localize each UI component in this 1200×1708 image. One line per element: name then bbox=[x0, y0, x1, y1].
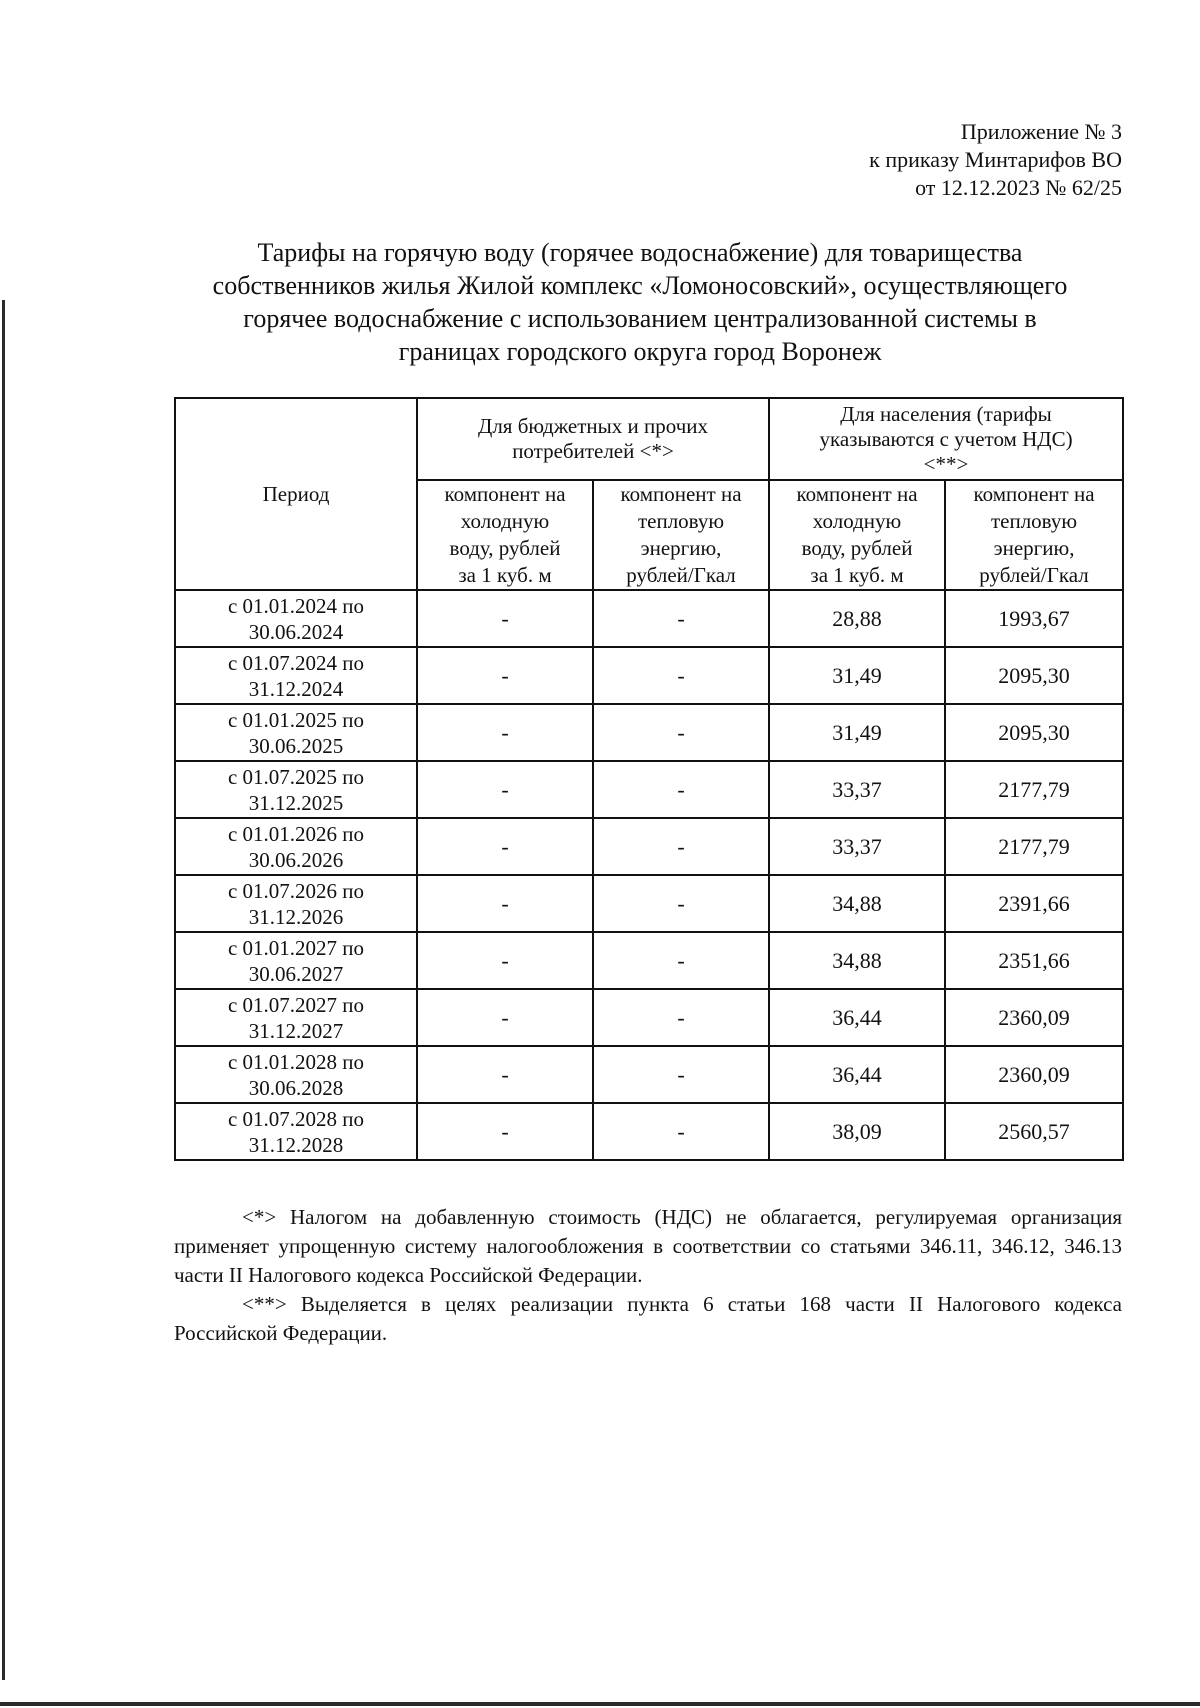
population-cold-cell: 38,09 bbox=[769, 1103, 945, 1160]
period-cell: с 01.01.2027 по 30.06.2027 bbox=[175, 932, 417, 989]
annex-reference bbox=[869, 118, 1122, 202]
population-heat-cell: 1993,67 bbox=[945, 590, 1123, 647]
period-cell: с 01.01.2028 по 30.06.2028 bbox=[175, 1046, 417, 1103]
footnote-vat-exempt: <*> Налогом на добавленную стоимость (НДС) не облагается, регулируемая организация применяет упрощенную систему налогообложения в соответствии со статьями 346.11, 346.12, 346.13 части II Налогового кодекса Российской Федерации. bbox=[174, 1205, 1122, 1287]
footnote-vat-allocated: <**> Выделяется в целях реализации пункта 6 статьи 168 части II Налогового кодекса Российской Федерации. bbox=[174, 1292, 1122, 1345]
budget-cold-cell: - bbox=[417, 704, 593, 761]
budget-cold-cell: - bbox=[417, 1103, 593, 1160]
budget-heat-cell: - bbox=[593, 590, 769, 647]
population-cold-cell: 33,37 bbox=[769, 761, 945, 818]
table-row bbox=[175, 1046, 1123, 1103]
budget-cold-cell: - bbox=[417, 761, 593, 818]
population-heat-cell: 2560,57 bbox=[945, 1103, 1123, 1160]
budget-cold-header: компонент на холодную воду, рублей за 1 куб. м bbox=[417, 480, 593, 590]
scan-edge-left bbox=[2, 300, 5, 1680]
population-cold-cell: 34,88 bbox=[769, 875, 945, 932]
period-cell: с 01.07.2025 по 31.12.2025 bbox=[175, 761, 417, 818]
population-heat-cell: 2177,79 bbox=[945, 761, 1123, 818]
period-cell: с 01.07.2027 по 31.12.2027 bbox=[175, 989, 417, 1046]
population-cold-cell: 31,49 bbox=[769, 647, 945, 704]
table-row bbox=[175, 590, 1123, 647]
annex-line: к приказу Минтарифов ВО bbox=[869, 147, 1122, 172]
population-heat-cell: 2360,09 bbox=[945, 989, 1123, 1046]
table-row bbox=[175, 1103, 1123, 1160]
budget-heat-cell: - bbox=[593, 761, 769, 818]
population-cold-header: компонент на холодную воду, рублей за 1 куб. м bbox=[769, 480, 945, 590]
population-cold-cell: 36,44 bbox=[769, 989, 945, 1046]
period-cell: с 01.07.2024 по 31.12.2024 bbox=[175, 647, 417, 704]
population-heat-cell: 2351,66 bbox=[945, 932, 1123, 989]
title-line: границах городского округа город Воронеж bbox=[398, 337, 882, 366]
budget-group-header: Для бюджетных и прочих потребителей <*> bbox=[417, 398, 769, 480]
budget-heat-cell: - bbox=[593, 1103, 769, 1160]
annex-line: Приложение № 3 bbox=[960, 119, 1122, 144]
population-heat-header: компонент на тепловую энергию, рублей/Гкал bbox=[945, 480, 1123, 590]
population-heat-cell: 2391,66 bbox=[945, 875, 1123, 932]
budget-cold-cell: - bbox=[417, 932, 593, 989]
population-heat-cell: 2095,30 bbox=[945, 647, 1123, 704]
budget-heat-cell: - bbox=[593, 875, 769, 932]
tariff-table bbox=[174, 397, 1124, 1161]
period-cell: с 01.07.2028 по 31.12.2028 bbox=[175, 1103, 417, 1160]
population-heat-cell: 2360,09 bbox=[945, 1046, 1123, 1103]
budget-heat-cell: - bbox=[593, 989, 769, 1046]
table-row bbox=[175, 647, 1123, 704]
budget-heat-cell: - bbox=[593, 818, 769, 875]
budget-cold-cell: - bbox=[417, 818, 593, 875]
population-heat-cell: 2177,79 bbox=[945, 818, 1123, 875]
table-row bbox=[175, 704, 1123, 761]
period-cell: с 01.01.2025 по 30.06.2025 bbox=[175, 704, 417, 761]
population-cold-cell: 36,44 bbox=[769, 1046, 945, 1103]
title-line: Тарифы на горячую воду (горячее водоснабжение) для товарищества bbox=[257, 238, 1023, 267]
table-row bbox=[175, 818, 1123, 875]
title-line: собственников жилья Жилой комплекс «Ломоносовский», осуществляющего bbox=[212, 271, 1068, 300]
table-row bbox=[175, 932, 1123, 989]
budget-heat-cell: - bbox=[593, 704, 769, 761]
budget-cold-cell: - bbox=[417, 647, 593, 704]
budget-cold-cell: - bbox=[417, 989, 593, 1046]
table-row bbox=[175, 761, 1123, 818]
period-cell: с 01.01.2026 по 30.06.2026 bbox=[175, 818, 417, 875]
population-group-header: Для населения (тарифы указываются с учетом НДС) <**> bbox=[769, 398, 1123, 480]
budget-heat-header: компонент на тепловую энергию, рублей/Гкал bbox=[593, 480, 769, 590]
population-cold-cell: 28,88 bbox=[769, 590, 945, 647]
document-title bbox=[160, 236, 1120, 368]
table-row bbox=[175, 989, 1123, 1046]
population-cold-cell: 34,88 bbox=[769, 932, 945, 989]
scan-edge-bottom bbox=[0, 1702, 1200, 1706]
budget-cold-cell: - bbox=[417, 590, 593, 647]
budget-cold-cell: - bbox=[417, 875, 593, 932]
population-heat-cell: 2095,30 bbox=[945, 704, 1123, 761]
budget-cold-cell: - bbox=[417, 1046, 593, 1103]
period-header: Период bbox=[175, 398, 417, 590]
annex-line: от 12.12.2023 № 62/25 bbox=[915, 175, 1122, 200]
period-cell: с 01.07.2026 по 31.12.2026 bbox=[175, 875, 417, 932]
budget-heat-cell: - bbox=[593, 1046, 769, 1103]
budget-heat-cell: - bbox=[593, 647, 769, 704]
population-cold-cell: 33,37 bbox=[769, 818, 945, 875]
period-cell: с 01.01.2024 по 30.06.2024 bbox=[175, 590, 417, 647]
budget-heat-cell: - bbox=[593, 932, 769, 989]
footnotes bbox=[174, 1203, 1122, 1348]
table-row bbox=[175, 875, 1123, 932]
title-line: горячее водоснабжение с использованием централизованной системы в bbox=[243, 304, 1037, 333]
population-cold-cell: 31,49 bbox=[769, 704, 945, 761]
